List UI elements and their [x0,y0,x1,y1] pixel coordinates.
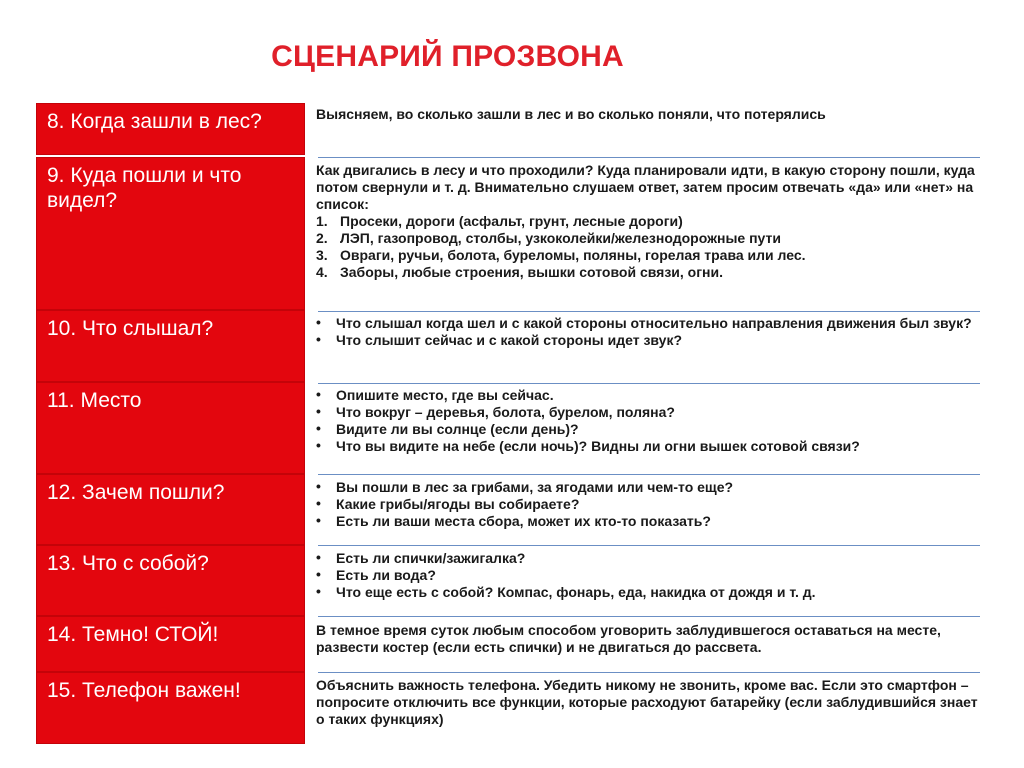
row-content [316,103,980,155]
row-14 [36,616,980,672]
row-content [316,474,980,545]
row-content [316,616,980,672]
bullet-icon: • [316,495,321,511]
bullet-list [316,315,980,349]
bullet-icon: • [316,331,321,347]
row-content [316,157,980,310]
row-label: 10. Что слышал? [36,310,305,382]
list-item: • Есть ли спички/зажигалка? [316,549,526,566]
row-label: 8. Когда зашли в лес? [36,103,305,155]
row-12 [36,474,980,545]
row-text: Объяснить важность телефона. Убедить никому не звонить, кроме вас. Если это смартфон – попросите отключить все функции, которые расходуют батарейку (если заблудившийся знает о таких функциях) [316,677,978,727]
list-item: • Что слышал когда шел и с какой стороны относительно направления движения был звук? [316,314,972,331]
bullet-icon: • [316,420,321,436]
row-text: В темное время суток любым способом уговорить заблудившегося оставаться на месте, развести костер (если есть спички) и не двигаться до рассвета. [316,622,941,655]
row-label: 13. Что с собой? [36,545,305,616]
bullet-icon: • [316,314,321,330]
bullet-list [316,387,980,455]
list-item: • Какие грибы/ягоды вы собираете? [316,495,580,512]
row-text: Выясняем, во сколько зашли в лес и во сколько поняли, что потерялись [316,106,826,122]
list-item: 1. Просеки, дороги (асфальт, грунт, лесные дороги) [316,213,683,229]
bullet-icon: • [316,566,321,582]
row-10 [36,310,980,382]
list-item: • Что вы видите на небе (если ночь)? Видны ли огни вышек сотовой связи? [316,437,860,454]
page-title: СЦЕНАРИЙ ПРОЗВОНА [271,40,624,73]
list-item: 3. Овраги, ручьи, болота, буреломы, поляны, горелая трава или лес. [316,247,806,263]
list-item: • Есть ли ваши места сбора, может их кто-то показать? [316,512,711,529]
list-item: • Что вокруг – деревья, болота, бурелом, поляна? [316,403,675,420]
list-item: 4. Заборы, любые строения, вышки сотовой связи, огни. [316,264,724,280]
list-item: 2. ЛЭП, газопровод, столбы, узкоколейки/железнодорожные пути [316,230,781,246]
bullet-icon: • [316,478,321,494]
row-content [316,310,980,382]
row-8 [36,103,980,155]
row-content [316,545,980,616]
row-content [316,672,980,744]
list-item: • Что еще есть с собой? Компас, фонарь, еда, накидка от дождя и т. д. [316,583,816,600]
list-item: • Опишите место, где вы сейчас. [316,386,554,403]
row-label: 9. Куда пошли и что видел? [36,157,305,310]
row-11 [36,382,980,474]
row-label: 11. Место [36,382,305,474]
row-label: 12. Зачем пошли? [36,474,305,545]
row-label: 15. Телефон важен! [36,672,305,744]
bullet-list [316,550,980,601]
numbered-list [316,213,980,281]
row-13 [36,545,980,616]
list-item: • Что слышит сейчас и с какой стороны идет звук? [316,331,683,348]
row-15 [36,672,980,744]
bullet-list [316,479,980,530]
row-label: 14. Темно! СТОЙ! [36,616,305,672]
list-item: • Есть ли вода? [316,566,436,583]
row-9 [36,157,980,310]
bullet-icon: • [316,386,321,402]
bullet-icon: • [316,549,321,565]
bullet-icon: • [316,512,321,528]
list-item: • Вы пошли в лес за грибами, за ягодами или чем-то еще? [316,478,734,495]
list-item: • Видите ли вы солнце (если день)? [316,420,579,437]
bullet-icon: • [316,583,321,599]
bullet-icon: • [316,403,321,419]
row-content [316,382,980,474]
bullet-icon: • [316,437,321,453]
row-text: Как двигались в лесу и что проходили? Куда планировали идти, в какую сторону пошли, куда потом свернули и т. д. Внимательно слушаем ответ, затем просим отвечать «да» или «нет» на список: [316,162,975,212]
